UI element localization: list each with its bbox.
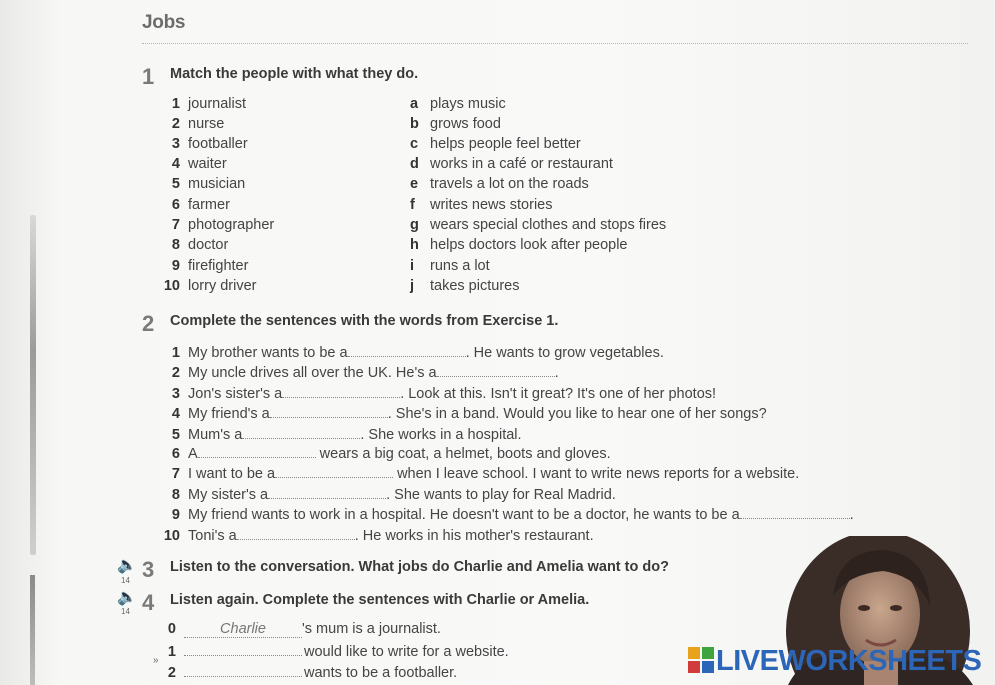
list-item: 4 waiter [171,156,227,172]
sentence-row: 0 Charlie 's mum is a journalist. [167,621,441,637]
answer-blank[interactable] [282,383,400,398]
list-item: 10 lorry driver [163,278,257,294]
list-item: b grows food [410,116,501,132]
audio-speaker-icon[interactable]: 🔈 [117,589,137,606]
answer-blank[interactable] [268,484,386,499]
exercise-2-number: 2 [142,311,155,336]
list-item: j takes pictures [410,278,520,294]
list-item: c helps people feel better [410,136,581,152]
list-item: f writes news stories [410,197,553,213]
answer-blank[interactable] [198,443,316,458]
sentence-row: 3 Jon's sister's a . Look at this. Isn't it great? It's one of her photos! [162,383,716,402]
answer-blank[interactable] [242,424,360,439]
answer-blank[interactable] [184,641,302,656]
exercise-3-instruction: Listen to the conversation. What jobs do Charlie and Amelia want to do? [170,559,669,575]
sentence-row: 2 My uncle drives all over the UK. He's a . [162,362,559,381]
list-item: 1 journalist [171,96,247,112]
sentence-row: 2 wants to be a footballer. [162,662,457,681]
page-binding-shadow-lower [30,575,35,685]
answer-blank[interactable] [348,342,466,357]
margin-mark: » [153,655,159,666]
audio-speaker-icon[interactable]: 🔈 [117,557,137,574]
answer-blank[interactable] [237,525,355,540]
answer-example: Charlie [184,621,302,638]
sentence-row: 1 would like to write for a website. [162,641,509,660]
liveworksheets-logo-icon [688,647,714,673]
sentence-row: 6 A wears a big coat, a helmet, boots and gloves. [162,443,611,462]
title-divider [142,43,968,44]
sentence-row: 10 Toni's a . He works in his mother's restaurant. [162,525,594,544]
answer-blank[interactable] [740,504,850,519]
liveworksheets-logo: LIVEWORKSHEETS [688,645,981,677]
answer-blank[interactable] [437,362,555,377]
list-item: d works in a café or restaurant [410,156,613,172]
list-item: e travels a lot on the roads [410,176,589,192]
answer-blank[interactable] [270,403,388,418]
page-binding-shadow [30,215,36,555]
exercise-1-instruction: Match the people with what they do. [170,66,419,82]
list-item: 8 doctor [171,237,229,253]
list-item: 7 photographer [171,217,275,233]
list-item: g wears special clothes and stops fires [410,217,667,233]
exercise-2-instruction: Complete the sentences with the words from Exercise 1. [170,313,559,329]
list-item: 5 musician [171,176,246,192]
audio-track-number: 14 [121,576,130,585]
sentence-row: 5 Mum's a . She works in a hospital. [162,424,522,443]
exercise-1-number: 1 [142,64,155,89]
list-item: a plays music [410,96,506,112]
answer-blank[interactable] [184,662,302,677]
list-item: h helps doctors look after people [410,237,628,253]
exercise-4-number: 4 [142,590,155,615]
list-item: 9 firefighter [171,258,249,274]
list-item: 2 nurse [171,116,225,132]
exercise-3-number: 3 [142,557,155,582]
list-item: 6 farmer [171,197,230,213]
sentence-row: 8 My sister's a . She wants to play for Real Madrid. [162,484,616,503]
list-item: i runs a lot [410,258,490,274]
page-title: Jobs [142,12,186,33]
answer-blank[interactable] [275,463,393,478]
sentence-row: 9 My friend wants to work in a hospital. He doesn't want to be a doctor, he wants to be a . [162,504,854,523]
sentence-row: 7 I want to be a when I leave school. I want to write news reports for a website. [162,463,799,482]
audio-track-number: 14 [121,607,130,616]
sentence-row: 4 My friend's a . She's in a band. Would you like to hear one of her songs? [162,403,767,422]
list-item: 3 footballer [171,136,248,152]
sentence-row: 1 My brother wants to be a . He wants to grow vegetables. [162,342,664,361]
exercise-4-instruction: Listen again. Complete the sentences with Charlie or Amelia. [170,592,590,608]
